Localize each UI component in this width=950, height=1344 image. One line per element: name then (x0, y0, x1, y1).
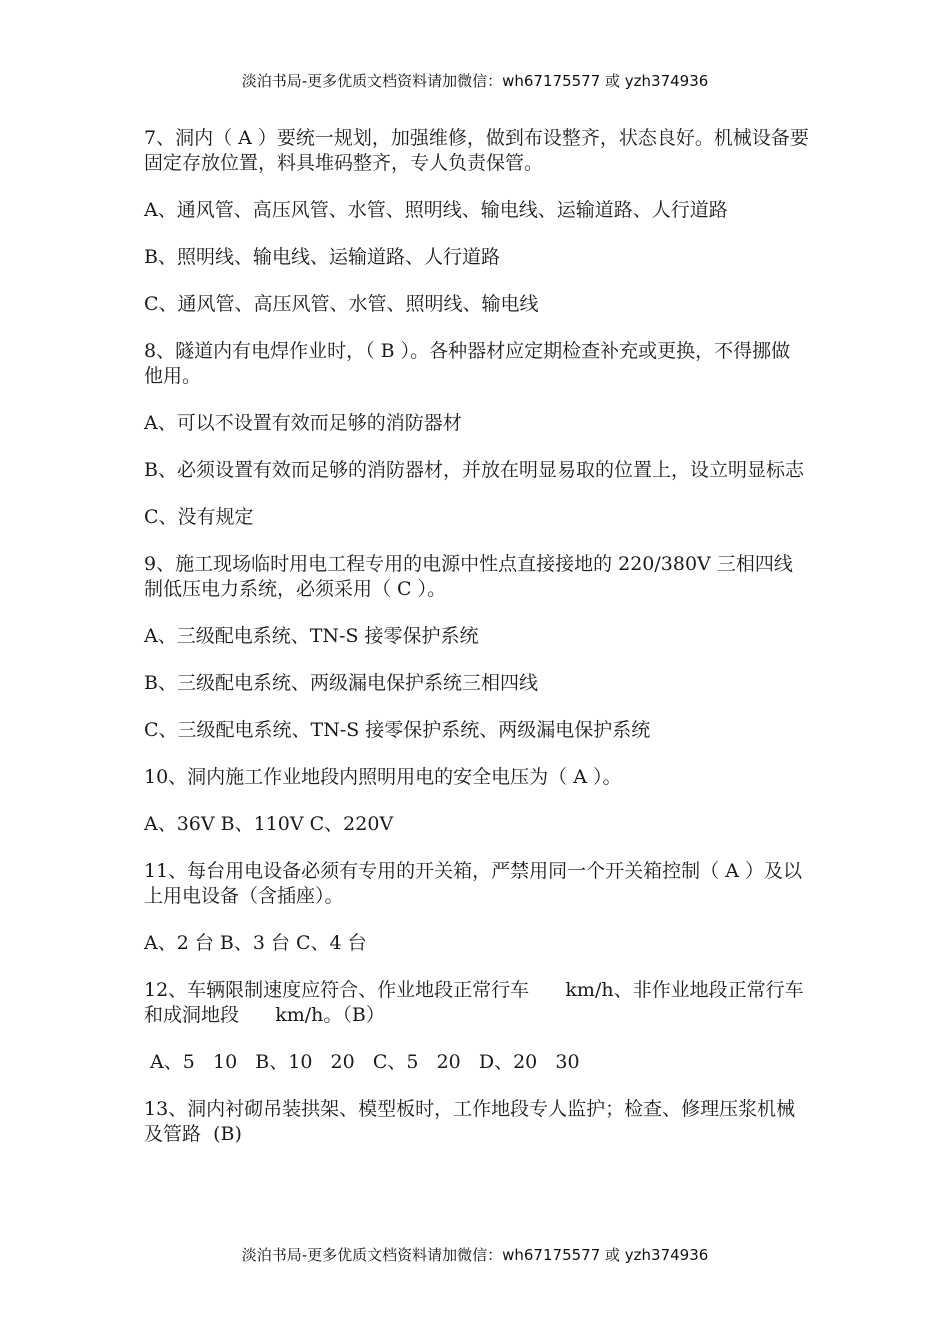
question-8: 8、隧道内有电焊作业时，（ B ）。各种器材应定期检查补充或更换，不得挪做他用。 (144, 340, 791, 387)
page-header: 淡泊书局-更多优质文档资料请加微信：wh67175577 或 yzh374936 (241, 72, 709, 90)
question-12: 12、车辆限制速度应符合、作业地段正常行车 km/h、非作业地段正常行车和成洞地段 km/h。（B） (144, 979, 804, 1026)
options-11: A、2 台 B、3 台 C、4 台 (144, 932, 367, 954)
options-10: A、36V B、110V C、220V (144, 813, 394, 835)
option-9a: A、三级配电系统、TN-S 接零保护系统 (144, 625, 479, 647)
option-8b: B、必须设置有效而足够的消防器材，并放在明显易取的位置上，设立明显标志 (144, 459, 804, 481)
options-12: A、5 10 B、10 20 C、5 20 D、20 30 (144, 1051, 580, 1073)
question-10: 10、洞内施工作业地段内照明用电的安全电压为（ A ）。 (144, 766, 622, 788)
option-7b: B、照明线、输电线、运输道路、人行道路 (144, 246, 500, 268)
option-7a: A、通风管、高压风管、水管、照明线、输电线、运输道路、人行道路 (144, 199, 728, 221)
option-9c: C、三级配电系统、TN-S 接零保护系统、两级漏电保护系统 (144, 719, 651, 741)
option-9b: B、三级配电系统、两级漏电保护系统三相四线 (144, 672, 538, 694)
option-8c: C、没有规定 (144, 506, 254, 528)
document-body (144, 126, 809, 1169)
option-8a: A、可以不设置有效而足够的消防器材 (144, 412, 462, 434)
question-9: 9、施工现场临时用电工程专用的电源中性点直接接地的 220/380V 三相四线制低压电力系统，必须采用（ C ）。 (144, 553, 793, 600)
question-13: 13、洞内衬砌吊装拱架、模型板时，工作地段专人监护；检查、修理压浆机械及管路 (B) (144, 1098, 796, 1145)
question-11: 11、每台用电设备必须有专用的开关箱，严禁用同一个开关箱控制（ A ）及以上用电设备（含插座）。 (144, 860, 802, 907)
option-7c: C、通风管、高压风管、水管、照明线、输电线 (144, 293, 539, 315)
question-7: 7、洞内（ A ）要统一规划，加强维修，做到布设整齐，状态良好。机械设备要固定存放位置，料具堆码整齐，专人负责保管。 (144, 127, 809, 174)
page-footer: 淡泊书局-更多优质文档资料请加微信：wh67175577 或 yzh374936 (241, 1246, 709, 1264)
